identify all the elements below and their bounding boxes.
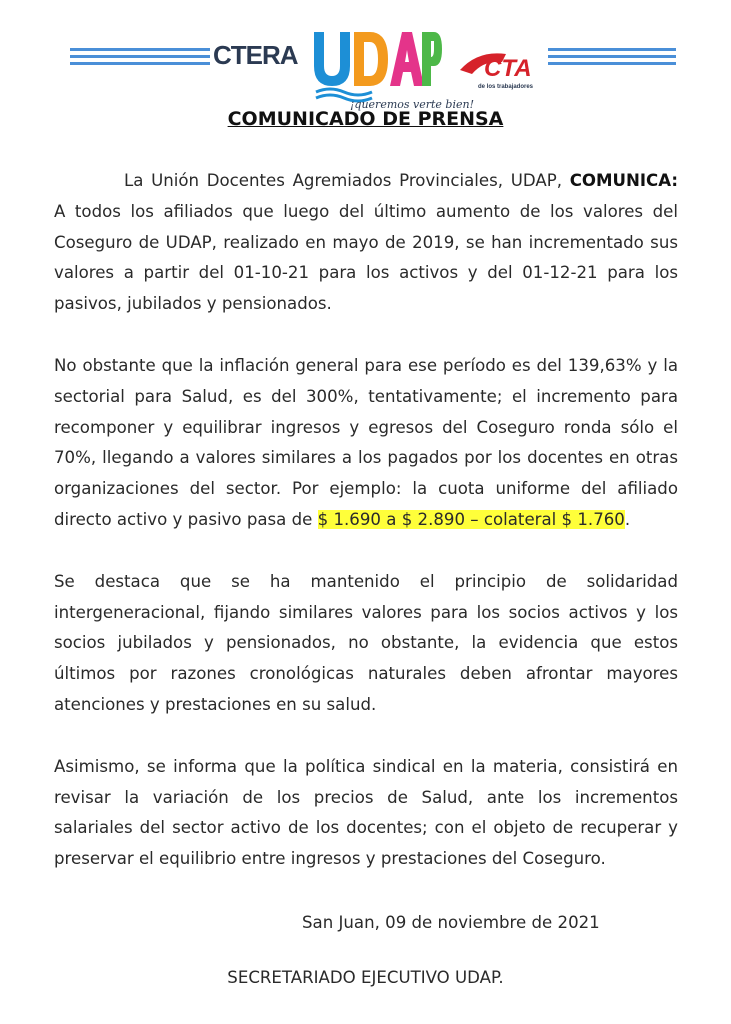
paragraph-2: [54, 351, 678, 536]
paragraph-4: Asimismo, se informa que la política sindical en la materia, consistirá en revisar la variación de los precios de Salud, ante los incrementos salariales del sector activo de los docentes; con el objeto de recuperar y preservar el equilibrio entre ingresos y prestaciones del Coseguro.: [54, 756, 678, 869]
page-title: COMUNICADO DE PRENSA: [227, 108, 504, 130]
highlighted-prices: $ 1.690 a $ 2.890 – colateral $ 1.760: [317, 509, 625, 529]
paragraph-2-end: .: [624, 509, 631, 529]
comunica-keyword: COMUNICA:: [569, 171, 678, 190]
paragraph-1-intro: La Unión Docentes Agremiados Provinciales, UDAP,: [124, 171, 562, 190]
paragraph-2-text: No obstante que la inflación general para ese período es del 139,63% y la sectorial para Salud, es del 300%, tentativamente; el incremento para recomponer y equilibrar ingresos y egresos del Coseguro ronda sólo el 70%, llegando a valores similares a los pagados por los docentes en otras organizaciones del sector. Por ejemplo: la cuota uniforme del afiliado directo activo y pasivo pasa de: [54, 355, 678, 529]
date-line: San Juan, 09 de noviembre de 2021: [302, 913, 600, 932]
document-body: [54, 166, 678, 906]
cta-subtitle: de los trabajadores: [478, 84, 534, 90]
ctera-logo: CTERA: [213, 40, 298, 70]
paragraph-3: Se destaca que se ha mantenido el principio de solidaridad intergeneracional, fijando similares valores para los socios activos y los socios jubilados y pensionados, no obstante, la evidencia que estos últimos por razones cronológicas naturales deben afrontar mayores atenciones y prestaciones en su salud.: [54, 571, 678, 714]
logo-header: [0, 22, 731, 111]
right-decorative-stripes: [548, 48, 676, 69]
signature: SECRETARIADO EJECUTIVO UDAP.: [227, 968, 504, 987]
cta-logo-text: CTA: [484, 55, 532, 82]
udap-tagline: ¡queremos verte bien!: [350, 98, 475, 111]
paragraph-1-rest: A todos los afiliados que luego del último aumento de los valores del Coseguro de UDAP, realizado en mayo de 2019, se han incrementado sus valores a partir del 01-10-21 para los activos y del 01-12-21 para los pasivos, jubilados y pensionados.: [54, 201, 678, 314]
left-decorative-stripes: [70, 48, 210, 69]
paragraph-1: [54, 166, 678, 320]
cta-logo: [458, 40, 554, 90]
